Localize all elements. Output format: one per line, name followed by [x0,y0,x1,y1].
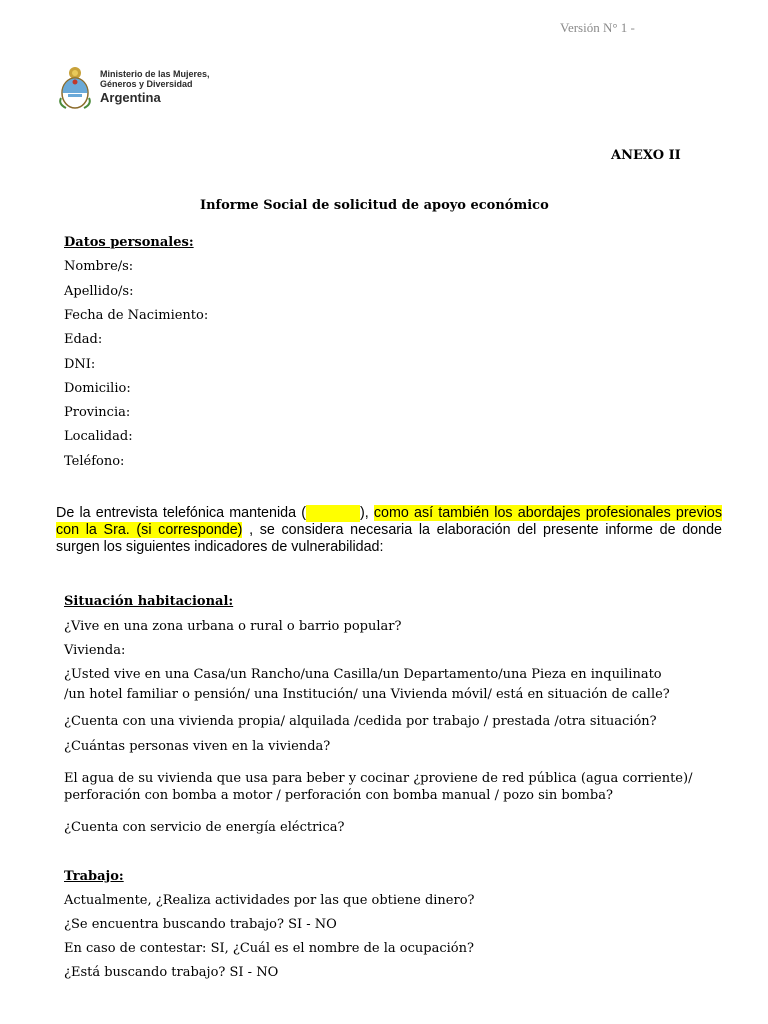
field-fecha-nacimiento: Fecha de Nacimiento: [64,308,209,323]
logo-text-line2: Géneros y Diversidad [100,79,193,89]
housing-question: ¿Cuenta con servicio de energía eléctrica? [64,820,345,835]
work-question: ¿Se encuentra buscando trabajo? SI - NO [64,917,337,932]
work-question: En caso de contestar: SI, ¿Cuál es el nombre de la ocupación? [64,941,474,956]
field-provincia: Provincia: [64,405,131,420]
housing-heading: Situación habitacional: [64,594,234,609]
field-edad: Edad: [64,332,103,347]
field-apellido: Apellido/s: [64,284,134,299]
field-nombre: Nombre/s: [64,259,134,274]
housing-question: ¿Usted vive en una Casa/un Rancho/una Casilla/un Departamento/una Pieza en inquilinato [64,667,662,682]
housing-question: El agua de su vivienda que usa para beber y cocinar ¿proviene de red pública (agua corriente)/ [64,771,693,786]
personal-data-heading: Datos personales: [64,235,194,250]
logo-text-line1: Ministerio de las Mujeres, [100,69,210,79]
interview-paragraph: De la entrevista telefónica mantenida ( ), como así también los abordajes profesionales previos con la Sra. (si corresponde) , se considera necesaria la elaboración del presente informe de donde surgen los siguientes indicadores de vulnerabilidad: [56,505,722,555]
work-question: ¿Está buscando trabajo? SI - NO [64,965,279,980]
logo-text-country: Argentina [100,90,161,105]
housing-question: ¿Cuenta con una vivienda propia/ alquilada /cedida por trabajo / prestada /otra situación? [64,714,657,729]
work-question: Actualmente, ¿Realiza actividades por las que obtiene dinero? [64,893,475,908]
annex-label: ANEXO II [611,148,681,163]
work-heading: Trabajo: [64,869,124,884]
housing-question: ¿Cuántas personas viven en la vivienda? [64,739,331,754]
field-domicilio: Domicilio: [64,381,131,396]
housing-question: ¿Vive en una zona urbana o rural o barrio popular? [64,619,402,634]
housing-question: Vivienda: [64,643,126,658]
version-label: Versión N° 1 - [560,20,635,35]
field-dni: DNI: [64,357,96,372]
housing-question: perforación con bomba a motor / perforación con bomba manual / pozo sin bomba? [64,788,613,803]
housing-question: /un hotel familiar o pensión/ una Institución/ una Vivienda móvil/ está en situación de calle? [64,687,670,702]
field-localidad: Localidad: [64,429,133,444]
field-telefono: Teléfono: [64,454,125,469]
highlighted-date-blank [306,505,360,522]
report-title: Informe Social de solicitud de apoyo económico [200,198,549,213]
ministry-logo [58,64,258,114]
highlighted-text: como así también los abordajes profesionales previos con la Sra. (si corresponde) [56,505,722,538]
coat-of-arms-icon [58,64,92,112]
